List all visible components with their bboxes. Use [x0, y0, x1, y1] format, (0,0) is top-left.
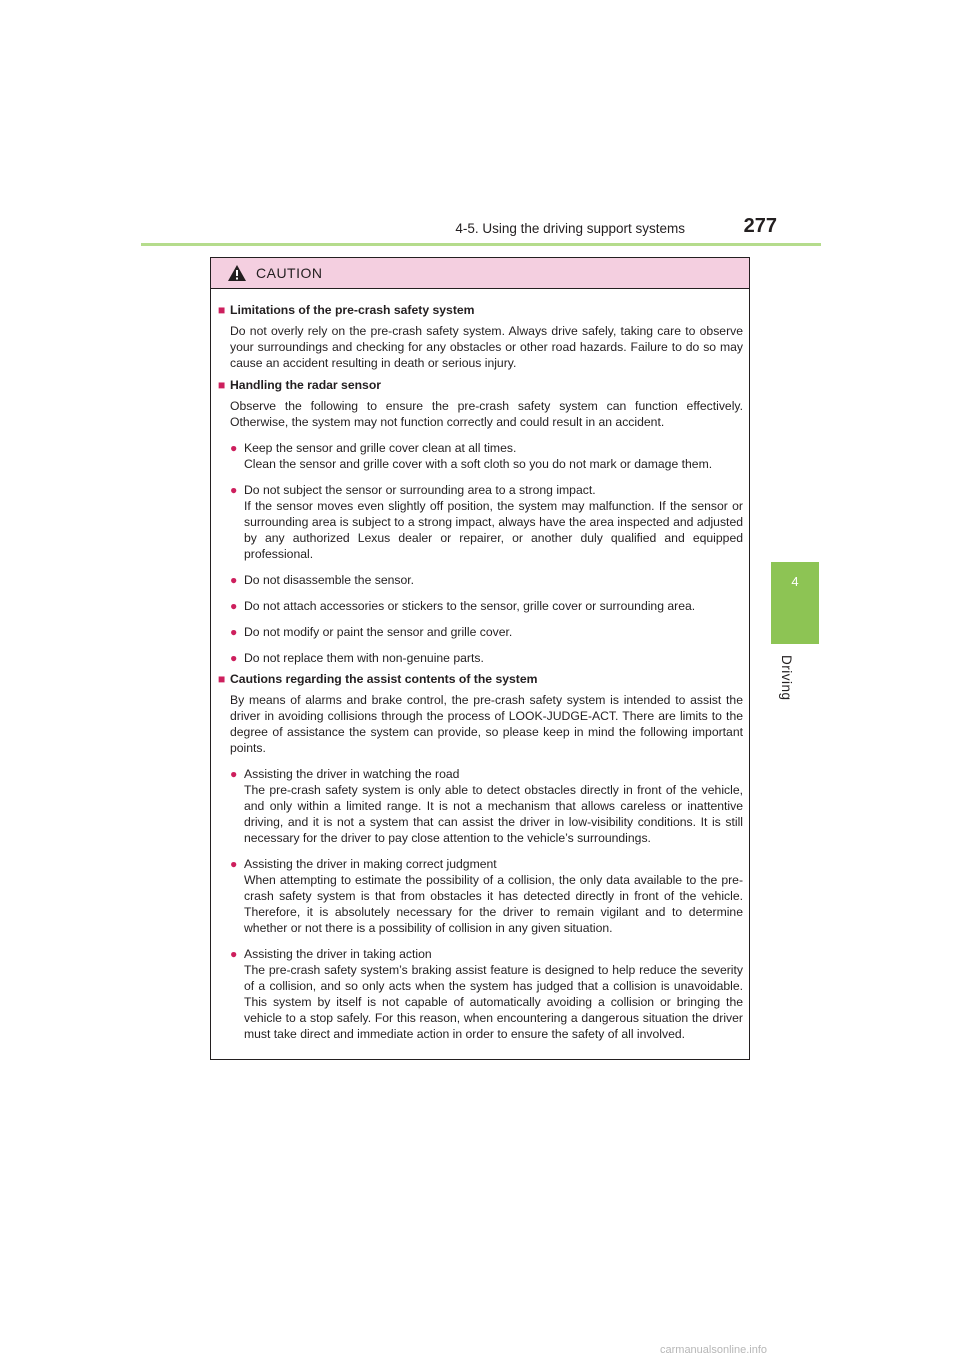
bullet-dot-icon: ● — [230, 483, 238, 497]
square-bullet-icon: ■ — [218, 672, 226, 686]
section-heading-limitations — [218, 302, 743, 318]
bullet-dot-icon: ● — [230, 573, 238, 587]
list-item — [230, 440, 743, 472]
list-item — [230, 856, 743, 936]
chapter-label: Driving — [779, 655, 794, 701]
bullet-title: Assisting the driver in watching the road — [244, 767, 460, 781]
bullet-title: Keep the sensor and grille cover clean at all times. — [244, 441, 517, 455]
section-text: By means of alarms and brake control, the pre-crash safety system is intended to assist the driver in avoiding collisions through the process of LOOK-JUDGE-ACT. There are limits to the degree of assistance the system can provide, so please keep in mind the following important points. — [230, 693, 743, 755]
bullet-text: The pre-crash safety system is only able to detect obstacles directly in front of the vehicle, and only within a limited range. It is not a mechanism that allows careless or inattentive driving, and it is not a system that can assist the driver in low-visibility conditions. It is still necessary for the driver to pay close attention to the vehicle’s surroundings. — [244, 783, 743, 845]
bullet-title: Do not modify or paint the sensor and grille cover. — [244, 625, 513, 639]
bullet-title: Do not attach accessories or stickers to the sensor, grille cover or surrounding area. — [244, 599, 696, 613]
bullet-dot-icon: ● — [230, 625, 238, 639]
list-item — [230, 572, 743, 588]
page-number: 277 — [743, 215, 777, 237]
list-item — [230, 598, 743, 614]
bullet-title: Do not subject the sensor or surrounding area to a strong impact. — [244, 483, 596, 497]
list-item — [230, 946, 743, 1042]
section-heading-assist-contents — [218, 671, 743, 687]
caution-box — [210, 257, 750, 1060]
bullet-title: Assisting the driver in making correct judgment — [244, 857, 497, 871]
caution-header — [211, 258, 749, 289]
bullet-dot-icon: ● — [230, 767, 238, 781]
bullet-title: Do not replace them with non-genuine parts. — [244, 651, 484, 665]
list-item — [230, 624, 743, 640]
section-text: Observe the following to ensure the pre-crash safety system can function effectively. Otherwise, the system may not function correctly and could result in an accident. — [230, 399, 743, 429]
bullet-dot-icon: ● — [230, 651, 238, 665]
list-item — [230, 482, 743, 562]
caution-title: CAUTION — [256, 265, 323, 281]
bullet-title: Do not disassemble the sensor. — [244, 573, 415, 587]
section-heading-text: Handling the radar sensor — [230, 378, 382, 392]
list-item — [230, 650, 743, 666]
bullet-text: When attempting to estimate the possibility of a collision, the only data available to the pre-crash safety system is that from obstacles it has detected directly in front of the vehicle. Therefore, it is absolutely necessary for the driver to remain vigilant and to determine whether or not there is a possibility of collision in any given situation. — [244, 873, 743, 935]
bullet-dot-icon: ● — [230, 947, 238, 961]
bullet-text: If the sensor moves even slightly off position, the system may malfunction. If the sensor or surrounding area is subject to a strong impact, always have the area inspected and adjusted by any authorized Lexus dealer or repairer, or another duly qualified and equipped professional. — [244, 499, 743, 561]
list-item — [230, 766, 743, 846]
bullet-dot-icon: ● — [230, 857, 238, 871]
bullet-dot-icon: ● — [230, 599, 238, 613]
square-bullet-icon: ■ — [218, 378, 226, 392]
bullet-text: Clean the sensor and grille cover with a soft cloth so you do not mark or damage them. — [244, 457, 713, 471]
header-divider — [141, 243, 821, 246]
section-heading-radar-sensor — [218, 377, 743, 393]
bullet-text: The pre-crash safety system’s braking assist feature is designed to help reduce the severity of a collision, and so only acts when the system has judged that a collision is unavoidable. This system by itself is not capable of automatically avoiding a collision or bringing the vehicle to a stop safely. For this reason, when encountering a dangerous situation the driver must take direct and immediate action in order to ensure the safety of all involved. — [244, 963, 743, 1041]
chapter-number: 4 — [791, 574, 799, 589]
bullet-title: Assisting the driver in taking action — [244, 947, 432, 961]
section-heading-text: Limitations of the pre-crash safety system — [230, 303, 475, 317]
section-text: Do not overly rely on the pre-crash safety system. Always drive safely, taking care to observe your surroundings and checking for any obstacles or other road hazards. Failure to do so may cause an accident resulting in death or serious injury. — [230, 324, 743, 370]
caution-body — [211, 289, 749, 1042]
warning-triangle-icon — [227, 264, 249, 282]
bullet-dot-icon: ● — [230, 441, 238, 455]
section-header-title: 4-5. Using the driving support systems — [455, 221, 685, 236]
chapter-tab — [771, 562, 819, 644]
square-bullet-icon: ■ — [218, 303, 226, 317]
section-heading-text: Cautions regarding the assist contents of the system — [230, 672, 538, 686]
watermark: carmanualsonline.info — [660, 1344, 768, 1356]
